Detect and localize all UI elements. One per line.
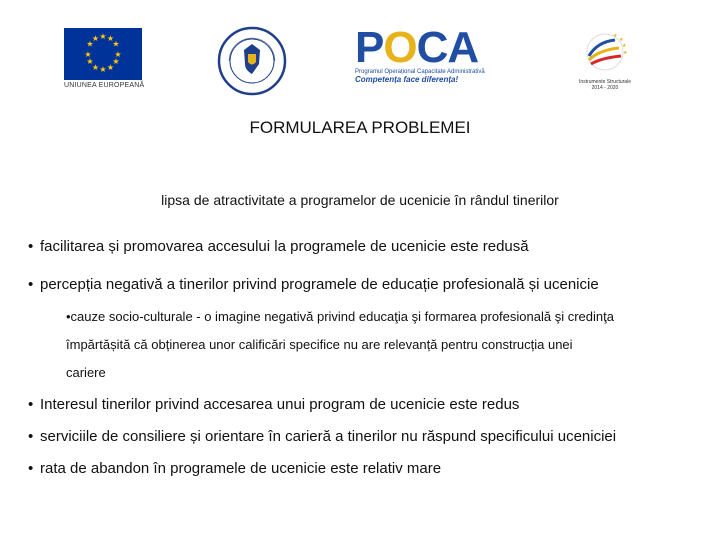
list-item: • serviciile de consiliere și orientare în carieră a tinerilor nu răspund specificului uceniciei bbox=[28, 428, 617, 445]
svg-text:★: ★ bbox=[613, 33, 618, 39]
poca-program-name: Programul Operațional Capacitate Administrativă bbox=[355, 69, 485, 75]
eu-logo bbox=[64, 28, 144, 90]
list-item: • percepția negativă a tinerilor privind programele de educație profesională și ucenicie bbox=[28, 276, 599, 293]
list-item: • Interesul tinerilor privind accesarea unui program de ucenicie este redus bbox=[28, 396, 520, 413]
svg-text:★: ★ bbox=[114, 50, 122, 59]
government-seal-icon bbox=[217, 26, 287, 96]
svg-text:★: ★ bbox=[622, 43, 627, 49]
svg-text:★: ★ bbox=[623, 50, 628, 56]
poca-logo bbox=[355, 23, 505, 90]
problem-statement: lipsa de atractivitate a programelor de ucenicie în rândul tinerilor bbox=[161, 192, 559, 208]
bullet-icon: • bbox=[28, 396, 34, 413]
eu-caption: UNIUNEA EUROPEANĂ bbox=[64, 82, 145, 89]
svg-text:★: ★ bbox=[99, 32, 107, 41]
structural-instruments-icon bbox=[575, 28, 635, 74]
svg-text:★: ★ bbox=[91, 34, 100, 43]
bullet-icon: • bbox=[28, 428, 34, 445]
structural-instruments-years: 2014 - 2020 bbox=[591, 85, 619, 91]
svg-text:★: ★ bbox=[106, 63, 115, 72]
svg-text:★: ★ bbox=[106, 34, 115, 43]
list-item: • facilitarea și promovarea accesului la programele de ucenicie este redusă bbox=[28, 238, 529, 255]
bullet-icon: • bbox=[28, 460, 34, 477]
svg-text:★: ★ bbox=[99, 65, 107, 74]
structural-instruments-logo bbox=[575, 28, 635, 92]
svg-text:★: ★ bbox=[84, 50, 92, 59]
logo-bar bbox=[0, 0, 720, 105]
sub-list-item-continuation: împărtășită că obținerea unor calificări specifice nu are relevanță pentru construcția unei bbox=[66, 337, 573, 352]
svg-text:★: ★ bbox=[86, 39, 94, 49]
bullet-icon: • bbox=[28, 238, 34, 255]
page-title: FORMULAREA PROBLEMEI bbox=[249, 118, 471, 137]
svg-text:★: ★ bbox=[112, 57, 120, 66]
government-seal-logo bbox=[217, 26, 287, 96]
svg-text:★: ★ bbox=[619, 37, 624, 43]
bullet-icon: • bbox=[28, 276, 34, 293]
sub-list-item: •cauze socio-culturale - o imagine negativă privind educaţia şi formarea profesională şi credinţa bbox=[66, 309, 614, 324]
svg-text:★: ★ bbox=[86, 57, 94, 66]
svg-text:★: ★ bbox=[91, 63, 100, 72]
sub-list-item-continuation: cariere bbox=[66, 365, 106, 380]
svg-text:★: ★ bbox=[112, 39, 120, 49]
structural-instruments-caption: Instrumente Structurale bbox=[579, 79, 631, 85]
poca-wordmark: POCA bbox=[355, 23, 479, 72]
list-item: • rata de abandon în programele de ucenicie este relativ mare bbox=[28, 460, 442, 477]
poca-slogan: Competența face diferența! bbox=[355, 75, 459, 84]
eu-flag-icon bbox=[64, 28, 142, 80]
